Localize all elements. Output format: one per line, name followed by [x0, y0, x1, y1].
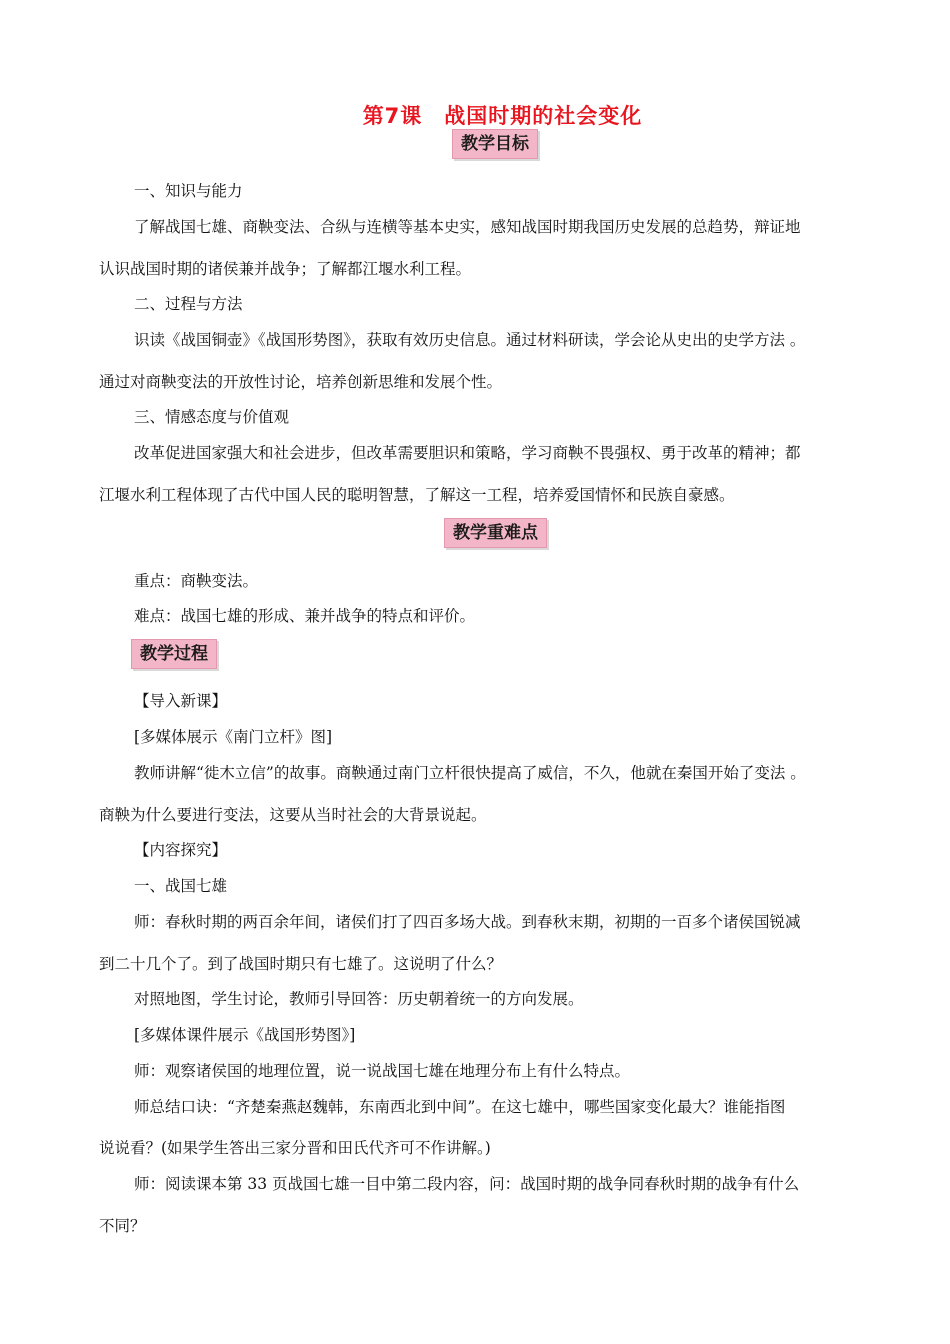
text-line: 不同？ [99, 1217, 146, 1235]
text-line: 重点：商鞅变法。 [134, 572, 259, 590]
text-line: 江堰水利工程体现了古代中国人民的聪明智慧，了解这一工程，培养爱国情怀和民族自豪感。 [99, 486, 735, 504]
text-line: 【导入新课】 [134, 692, 228, 710]
text-line: 商鞅为什么要进行变法，这要从当时社会的大背景说起。 [99, 806, 487, 824]
text-line: [多媒体展示《南门立杆》图] [134, 728, 333, 746]
text-line: 认识战国时期的诸侯兼并战争；了解都江堰水利工程。 [99, 260, 472, 278]
badge-teaching-process: 教学过程 [131, 639, 217, 669]
text-line: 改革促进国家强大和社会进步，但改革需要胆识和策略，学习商鞅不畏强权、勇于改革的精神；都 [134, 444, 801, 462]
text-line: 一、知识与能力 [134, 182, 243, 200]
text-line: 二、过程与方法 [134, 295, 243, 313]
text-line: 识读《战国铜壶》《战国形势图》，获取有效历史信息。通过材料研读，学会论从史出的史学方法 。 [134, 331, 806, 349]
text-line: 师总结口诀：“齐楚秦燕赵魏韩，东南西北到中间”。在这七雄中，哪些国家变化最大？谁能指图 [134, 1098, 786, 1116]
text-line: 了解战国七雄、商鞅变法、合纵与连横等基本史实，感知战国时期我国历史发展的总趋势，辩证地 [134, 218, 801, 236]
text-line: 一、战国七雄 [134, 877, 228, 895]
text-line: 【内容探究】 [134, 841, 228, 859]
text-line: 对照地图，学生讨论，教师引导回答：历史朝着统一的方向发展。 [134, 990, 584, 1008]
text-line: 三、情感态度与价值观 [134, 408, 290, 426]
lesson-title: 第7课 战国时期的社会变化 [362, 104, 643, 128]
text-line: 难点：战国七雄的形成、兼并战争的特点和评价。 [134, 607, 476, 625]
text-line: [多媒体课件展示《战国形势图》] [134, 1026, 356, 1044]
badge-key-points: 教学重难点 [444, 518, 547, 548]
text-line: 到二十几个了。到了战国时期只有七雄了。这说明了什么？ [99, 955, 503, 973]
text-line: 教师讲解“徙木立信”的故事。商鞅通过南门立杆很快提高了威信，不久，他就在秦国开始了变法 。 [134, 764, 806, 782]
text-line: 师：阅读课本第 33 页战国七雄一目中第二段内容，问：战国时期的战争同春秋时期的战争有什么 [134, 1175, 800, 1193]
text-line: 师：观察诸侯国的地理位置，说一说战国七雄在地理分布上有什么特点。 [134, 1062, 631, 1080]
text-line: 通过对商鞅变法的开放性讨论，培养创新思维和发展个性。 [99, 373, 503, 391]
badge-teaching-objectives: 教学目标 [452, 129, 538, 159]
text-line: 师：春秋时期的两百余年间，诸侯们打了四百多场大战。到春秋末期，初期的一百多个诸侯国锐减 [134, 913, 801, 931]
text-line: 说说看？(如果学生答出三家分晋和田氏代齐可不作讲解。) [99, 1139, 491, 1157]
